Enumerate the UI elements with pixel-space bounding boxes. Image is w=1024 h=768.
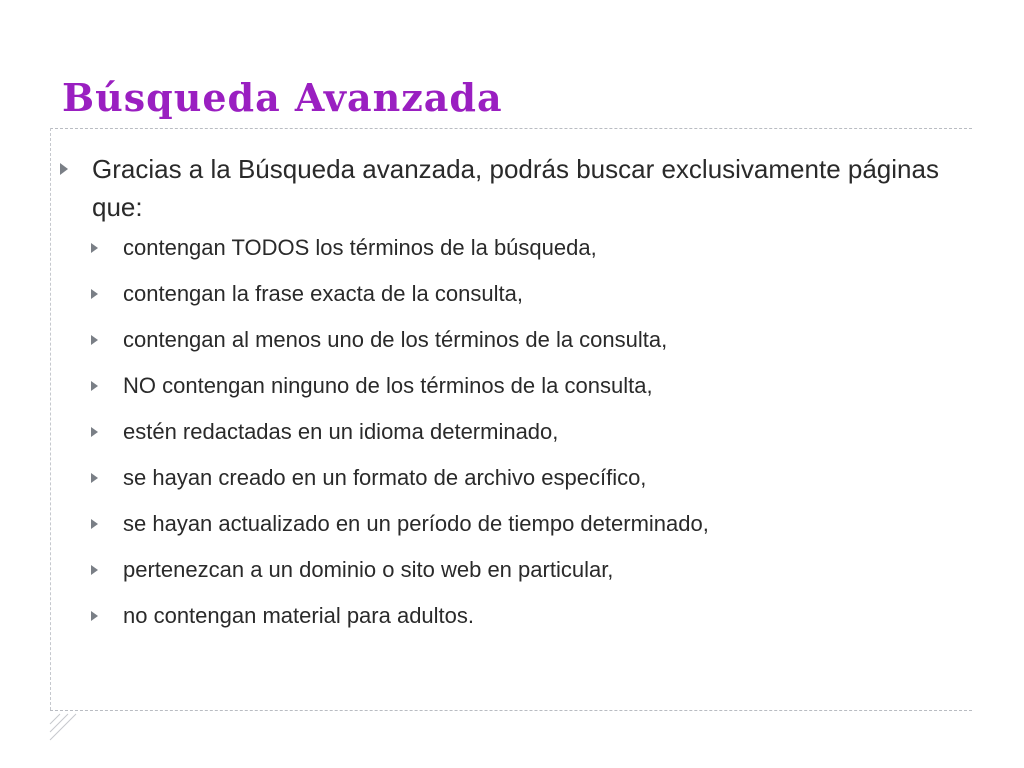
list-item xyxy=(60,602,990,630)
list-item xyxy=(60,510,990,538)
list-item-text: pertenezcan a un dominio o sito web en particular, xyxy=(123,557,614,582)
list-item-text: contengan la frase exacta de la consulta, xyxy=(123,281,523,306)
list-item xyxy=(60,326,990,354)
criteria-list xyxy=(60,234,990,630)
list-item-text: se hayan creado en un formato de archivo específico, xyxy=(123,465,647,490)
corner-hatch-icon xyxy=(48,712,78,742)
list-item xyxy=(60,556,990,584)
triangle-right-icon xyxy=(91,565,98,575)
list-item xyxy=(60,280,990,308)
triangle-right-icon xyxy=(91,243,98,253)
intro-bullet xyxy=(60,150,990,226)
list-item-text: estén redactadas en un idioma determinado, xyxy=(123,419,559,444)
list-item-text: contengan TODOS los términos de la búsqueda, xyxy=(123,235,597,260)
triangle-right-icon xyxy=(91,335,98,345)
footer-divider xyxy=(50,710,972,711)
triangle-right-icon xyxy=(91,427,98,437)
triangle-right-icon xyxy=(60,163,68,175)
list-item-text: no contengan material para adultos. xyxy=(123,603,475,628)
list-item xyxy=(60,234,990,262)
slide-body xyxy=(60,150,990,648)
list-item xyxy=(60,418,990,446)
title-divider xyxy=(50,128,972,129)
list-item xyxy=(60,464,990,492)
intro-text: Gracias a la Búsqueda avanzada, podrás buscar exclusivamente páginas que: xyxy=(92,154,939,222)
slide-title: Búsqueda Avanzada xyxy=(62,75,503,120)
triangle-right-icon xyxy=(91,289,98,299)
list-item-text: se hayan actualizado en un período de tiempo determinado, xyxy=(123,511,709,536)
triangle-right-icon xyxy=(91,381,98,391)
list-item-text: NO contengan ninguno de los términos de la consulta, xyxy=(123,373,653,398)
list-item-text: contengan al menos uno de los términos de la consulta, xyxy=(123,327,668,352)
triangle-right-icon xyxy=(91,611,98,621)
triangle-right-icon xyxy=(91,519,98,529)
triangle-right-icon xyxy=(91,473,98,483)
left-guide-line xyxy=(50,128,51,710)
list-item xyxy=(60,372,990,400)
